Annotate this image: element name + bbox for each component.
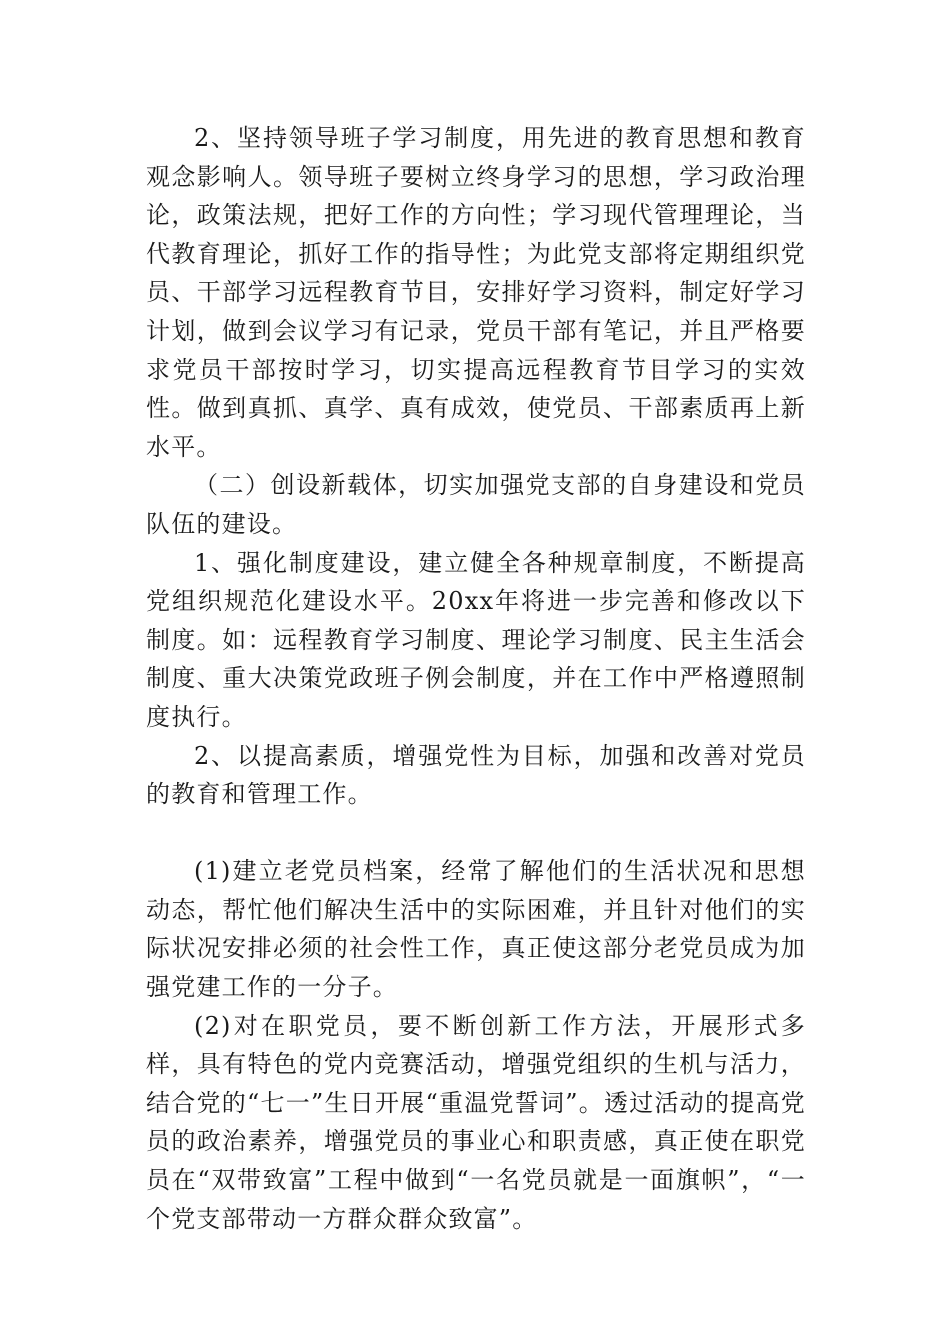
blank-line xyxy=(146,814,806,853)
paragraph-quality-improvement: 2、以提高素质，增强党性为目标，加强和改善对党员的教育和管理工作。 xyxy=(146,741,806,809)
paragraph-leadership-study: 2、坚持领导班子学习制度，用先进的教育思想和教育观念影响人。领导班子要树立终身学习的思想，学习政治理论，政策法规，把好工作的方向性；学习现代管理理论，当代教育理论，抓好工作的指导性；为此党支部将定期组织党员、干部学习远程教育节目，安排好学习资料，制定好学习计划，做到会议学习有记录，党员干部有笔记，并且严格要求党员干部按时学习，切实提高远程教育节目学习的实效性。做到真抓、真学、真有成效，使党员、干部素质再上新水平。 xyxy=(146,124,806,461)
paragraph-section-two-heading: （二）创设新载体，切实加强党支部的自身建设和党员队伍的建设。 xyxy=(146,471,806,538)
document-body xyxy=(146,119,806,1238)
paragraph-system-building: 1、强化制度建设，建立健全各种规章制度，不断提高党组织规范化建设水平。20xx年将进一步完善和修改以下制度。如：远程教育学习制度、理论学习制度、民主生活会制度、重大决策党政班子例会制度，并在工作中严格遵照制度执行。 xyxy=(146,548,806,731)
paragraph-active-members: (2)对在职党员，要不断创新工作方法，开展形式多样，具有特色的党内竞赛活动，增强党组织的生机与活力，结合党的“七一”生日开展“重温党誓词”。透过活动的提高党员的政治素养，增强党员的事业心和职责感，真正使在职党员在“双带致富”工程中做到“一名党员就是一面旗帜”，“一个党支部带动一方群众群众致富”。 xyxy=(146,1011,806,1233)
paragraph-veteran-members: (1)建立老党员档案，经常了解他们的生活状况和思想动态，帮忙他们解决生活中的实际困难，并且针对他们的实际状况安排必须的社会性工作，真正使这部分老党员成为加强党建工作的一分子。 xyxy=(146,857,806,1002)
